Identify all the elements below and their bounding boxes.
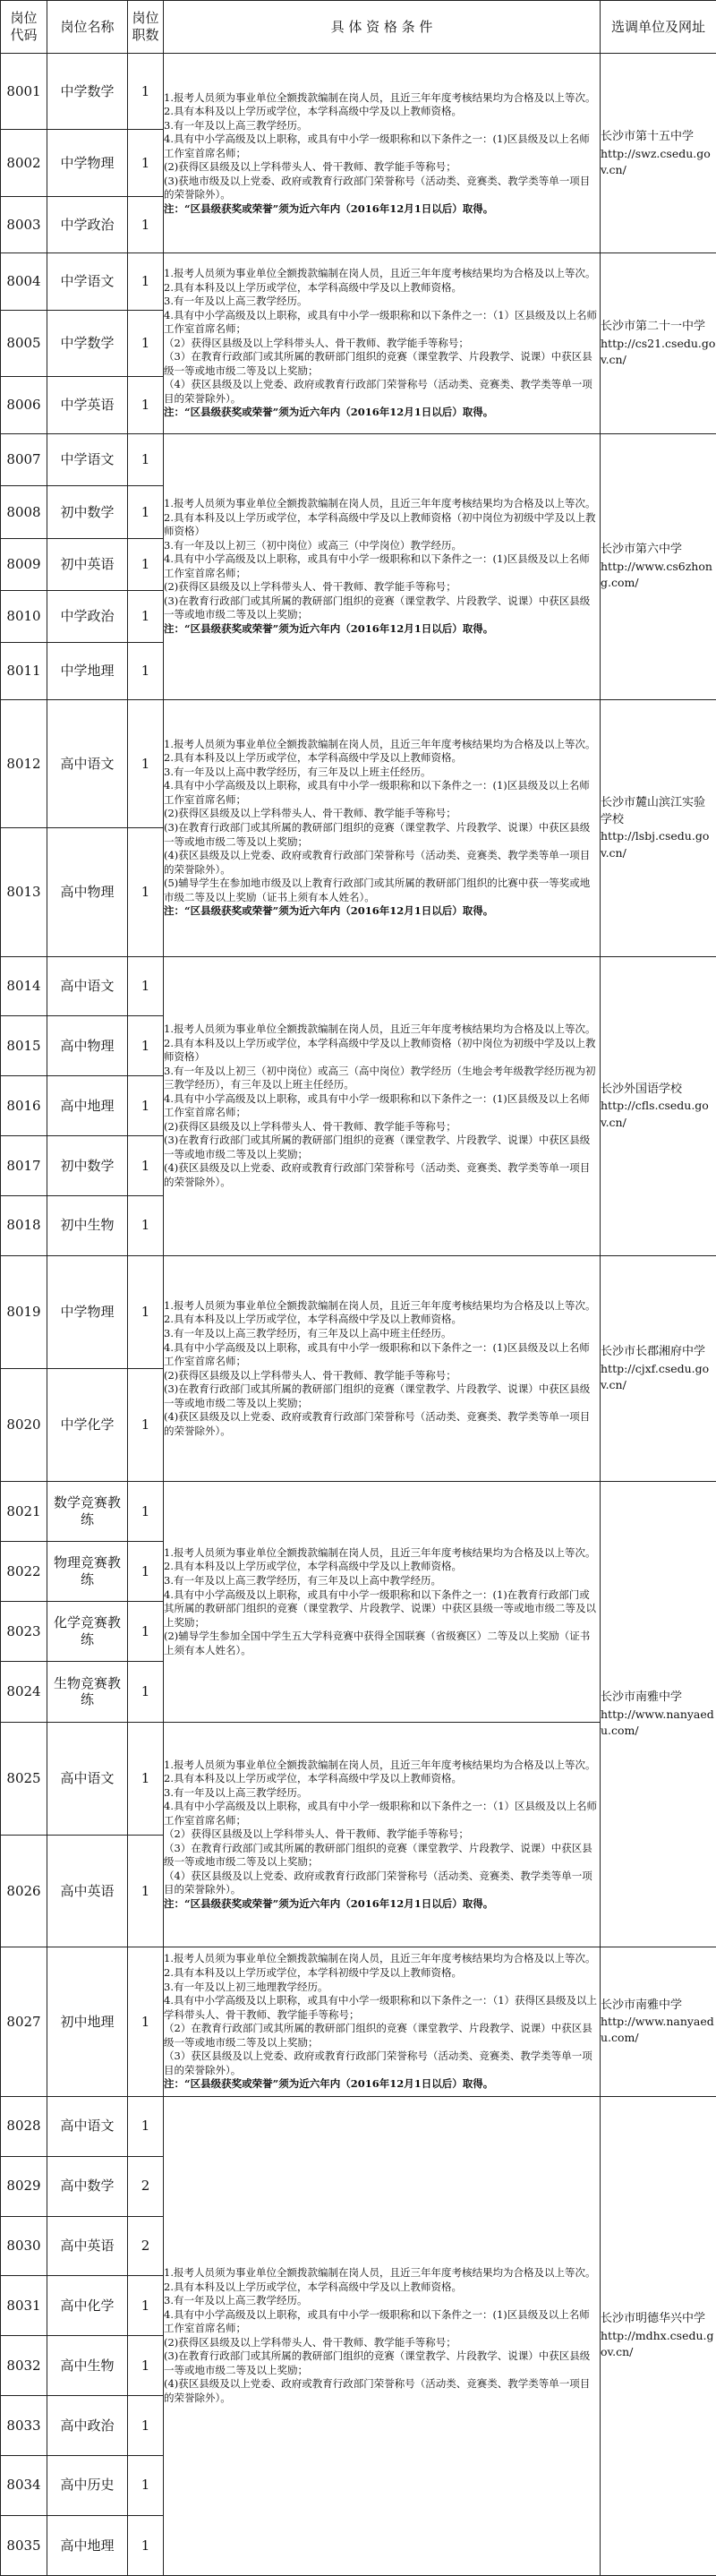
requirement-line: 4.具有中小学高级及以上职称，或具有中小学一级职称和以下条件之一：(1)区县级及以上名师工作室首席名师； xyxy=(164,133,590,159)
requirement-line: 1.报考人员须为事业单位全额拨款编制在岗人员，且近三年年度考核结果均为合格及以上等次。 xyxy=(164,2266,596,2280)
table-row xyxy=(1,253,716,311)
requirement-line: (3)在教育行政部门或其所属的教研部门组织的竞赛（课堂教学、片段教学、说课）中获区县级一等或地市级二等及以上奖励； xyxy=(164,594,591,621)
unit-name: 长沙市第六中学 xyxy=(601,543,683,557)
position-count: 1 xyxy=(128,1482,164,1542)
position-code: 8015 xyxy=(1,1016,47,1076)
unit-name: 长沙市明德华兴中学 xyxy=(601,2312,706,2326)
requirement-line: 2.具有本科及以上学历或学位，本学科高级中学及以上教师资格。 xyxy=(164,1560,462,1573)
requirement-line: 4.具有中小学高级及以上职称，或具有中小学一级职称和以下条件之一：（1）区县级及以上名师工作室首席名师； xyxy=(164,1800,598,1827)
position-count: 1 xyxy=(128,1016,164,1076)
position-name: 中学化学 xyxy=(47,1369,128,1482)
header-name: 岗位名称 xyxy=(47,1,128,54)
position-count: 1 xyxy=(128,1136,164,1196)
requirement-note: 注：“区县级获奖或荣誉”须为近六年内（2016年12月1日以后）取得。 xyxy=(164,2077,494,2091)
position-count: 1 xyxy=(128,1195,164,1255)
position-code: 8012 xyxy=(1,700,47,828)
unit-cell xyxy=(601,956,716,1255)
position-name: 中学语文 xyxy=(47,253,128,311)
position-code: 8019 xyxy=(1,1255,47,1368)
position-name: 中学物理 xyxy=(47,130,128,196)
position-code: 8004 xyxy=(1,253,47,311)
requirement-note: 注：“区县级获奖或荣誉”须为近六年内（2016年12月1日以后）取得。 xyxy=(164,622,494,635)
unit-url-link[interactable]: http://cfls.csedu.gov.cn/ xyxy=(601,1099,709,1129)
requirement-line: （2）获得区县级及以上学科带头人、骨干教师、教学能手等称号； xyxy=(164,1827,469,1841)
position-code: 8020 xyxy=(1,1369,47,1482)
position-name: 初中生物 xyxy=(47,1195,128,1255)
position-name: 高中语文 xyxy=(47,2096,128,2156)
position-code: 8024 xyxy=(1,1661,47,1722)
position-name: 高中历史 xyxy=(47,2455,128,2515)
position-count: 1 xyxy=(128,1369,164,1482)
requirement-note: 注：“区县级获奖或荣誉”须为近六年内（2016年12月1日以后）取得。 xyxy=(164,1896,494,1910)
requirement-line: 4.具有中小学高级及以上职称，或具有中小学一级职称和以下条件之一：(1)区县级及以上名师工作室首席名师； xyxy=(164,552,590,579)
table-row xyxy=(1,433,716,485)
position-name: 物理竞赛教练 xyxy=(47,1542,128,1602)
requirement-line: (2)获得区县级及以上学科带头人、骨干教师、教学能手等称号； xyxy=(164,807,456,820)
position-count: 1 xyxy=(128,1542,164,1602)
requirement-line: (2)获得区县级及以上学科带头人、骨干教师、教学能手等称号； xyxy=(164,160,456,174)
unit-name: 长沙市长郡湘府中学 xyxy=(601,1344,706,1358)
requirement-line: 1.报考人员须为事业单位全额拨款编制在岗人员，且近三年年度考核结果均为合格及以上等次。 xyxy=(164,737,596,750)
position-code: 8027 xyxy=(1,1947,47,2097)
position-code: 8018 xyxy=(1,1195,47,1255)
requirement-line: 1.报考人员须为事业单位全额拨款编制在岗人员，且近三年年度考核结果均为合格及以上等次。 xyxy=(164,90,596,104)
requirement-line: 4.具有中小学高级及以上职称，或具有中小学一级职称和以下条件之一：（1）获得区县级及以上学科带头人、骨干教师、教学能手等称号； xyxy=(164,1994,598,2021)
requirement-note: 注：“区县级获奖或荣誉”须为近六年内（2016年12月1日以后）取得。 xyxy=(164,406,494,419)
position-code: 8014 xyxy=(1,956,47,1016)
requirements-cell xyxy=(164,956,601,1255)
position-count: 1 xyxy=(128,2276,164,2336)
position-code: 8030 xyxy=(1,2216,47,2276)
requirements-cell xyxy=(164,2096,601,2575)
position-code: 8017 xyxy=(1,1136,47,1196)
header-conditions: 具 体 资 格 条 件 xyxy=(164,1,601,54)
requirements-cell xyxy=(164,1255,601,1482)
position-name: 初中数学 xyxy=(47,486,128,538)
position-count: 1 xyxy=(128,54,164,130)
header-unit: 选调单位及网址 xyxy=(601,1,716,54)
requirement-line: 1.报考人员须为事业单位全额拨款编制在岗人员，且近三年年度考核结果均为合格及以上等次。 xyxy=(164,1952,596,1965)
unit-name: 长沙市南雅中学 xyxy=(601,1690,683,1705)
requirement-line: 3.有一年及以上高三教学经历。 xyxy=(164,1785,308,1799)
position-count: 1 xyxy=(128,486,164,538)
position-name: 高中化学 xyxy=(47,2276,128,2336)
position-code: 8016 xyxy=(1,1076,47,1136)
position-count: 1 xyxy=(128,1076,164,1136)
requirement-line: (4)获区县级及以上党委、政府或教育行政部门荣誉称号（活动类、竞赛类、教学类等单一项目的荣誉除外）。 xyxy=(164,2377,591,2404)
position-count: 1 xyxy=(128,310,164,376)
position-name: 高中语文 xyxy=(47,1722,128,1835)
position-count: 1 xyxy=(128,2396,164,2456)
position-code: 8028 xyxy=(1,2096,47,2156)
requirement-line: 4.具有中小学高级及以上职称，或具有中小学一级职称和以下条件之一：（1）区县级及以上名师工作室首席名师； xyxy=(164,308,598,336)
requirement-line: 2.具有本科及以上学历或学位，本学科初级中学及以上教师资格。 xyxy=(164,1965,462,1979)
requirement-line: 3.有一年及以上初三地理教学经历。 xyxy=(164,1980,328,1993)
requirement-line: 4.具有中小学高级及以上职称，或具有中小学一级职称和以下条件之一：(1)区县级及以上名师工作室首席名师； xyxy=(164,1340,590,1368)
position-name: 高中英语 xyxy=(47,2216,128,2276)
position-code: 8003 xyxy=(1,196,47,253)
requirement-note: 注：“区县级获奖或荣誉”须为近六年内（2016年12月1日以后）取得。 xyxy=(164,201,494,215)
requirement-line: 3.有一年及以上高三教学经历。 xyxy=(164,295,308,308)
position-code: 8001 xyxy=(1,54,47,130)
requirements-cell xyxy=(164,1947,601,2097)
position-name: 生物竞赛教练 xyxy=(47,1661,128,1722)
position-name: 高中生物 xyxy=(47,2336,128,2396)
position-name: 数学竞赛教练 xyxy=(47,1482,128,1542)
position-code: 8033 xyxy=(1,2396,47,2456)
position-name: 高中地理 xyxy=(47,1076,128,1136)
position-name: 中学政治 xyxy=(47,196,128,253)
unit-url-link[interactable]: http://mdhx.csedu.gov.cn/ xyxy=(601,2329,714,2359)
unit-url-link[interactable]: http://lsbj.csedu.gov.cn/ xyxy=(601,829,710,860)
table-row xyxy=(1,1947,716,2097)
requirement-line: 1.报考人员须为事业单位全额拨款编制在岗人员，且近三年年度考核结果均为合格及以上等次。 xyxy=(164,497,596,510)
table-row xyxy=(1,54,716,130)
position-name: 化学竞赛教练 xyxy=(47,1602,128,1662)
requirement-line: 1.报考人员须为事业单位全额拨款编制在岗人员，且近三年年度考核结果均为合格及以上等次。 xyxy=(164,1023,596,1036)
table-row xyxy=(1,1255,716,1368)
unit-url-link[interactable]: http://cs21.csedu.gov.cn/ xyxy=(601,336,716,366)
requirement-line: 1.报考人员须为事业单位全额拨款编制在岗人员，且近三年年度考核结果均为合格及以上等次。 xyxy=(164,267,596,280)
unit-url-link[interactable]: http://www.cs6zhong.com/ xyxy=(601,560,712,590)
unit-cell xyxy=(601,700,716,957)
requirements-cell xyxy=(164,433,601,699)
unit-name: 长沙市第十五中学 xyxy=(601,129,695,143)
requirement-line: 2.具有本科及以上学历或学位，本学科高级中学及以上教师资格（初中岗位为初级中学及以上教师资格） xyxy=(164,510,596,538)
position-name: 中学数学 xyxy=(47,54,128,130)
position-code: 8006 xyxy=(1,377,47,434)
position-name: 高中物理 xyxy=(47,1016,128,1076)
requirement-line: (5)辅导学生在参加地市级及以上教育行政部门或其所属的教研部门组织的比赛中获一等奖或地市级二等及以上奖励（证书上须有本人姓名）。 xyxy=(164,877,591,903)
requirement-line: （3）获区县级及以上党委、政府或教育行政部门荣誉称号（活动类、竞赛类、教学类等单一项目的荣誉除外）。 xyxy=(164,2050,592,2076)
unit-url-link[interactable]: http://www.nanyaedu.com/ xyxy=(601,2015,714,2045)
requirement-line: (3)在教育行政部门或其所属的教研部门组织的竞赛（课堂教学、片段教学、说课）中获区县级一等或地市级二等及以上奖励； xyxy=(164,1134,591,1160)
position-count: 1 xyxy=(128,643,164,700)
position-name: 高中语文 xyxy=(47,700,128,828)
requirement-line: 4.具有中小学高级及以上职称，或具有中小学一级职称和以下条件之一：(1)区县级及以上名师工作室首席名师； xyxy=(164,2307,590,2335)
position-code: 8010 xyxy=(1,590,47,642)
position-name: 高中语文 xyxy=(47,956,128,1016)
position-count: 1 xyxy=(128,1836,164,1947)
requirement-line: 1.报考人员须为事业单位全额拨款编制在岗人员，且近三年年度考核结果均为合格及以上等次。 xyxy=(164,1545,596,1559)
requirements-cell xyxy=(164,1482,601,1722)
position-name: 中学数学 xyxy=(47,310,128,376)
position-code: 8009 xyxy=(1,538,47,590)
position-code: 8013 xyxy=(1,828,47,956)
requirement-line: 3.有一年及以上高三教学经历。 xyxy=(164,118,308,132)
requirement-line: (3)在教育行政部门或其所属的教研部门组织的竞赛（课堂教学、片段教学、说课）中获区县级一等或地市级二等及以上奖励； xyxy=(164,1382,591,1409)
position-code: 8021 xyxy=(1,1482,47,1542)
requirement-line: （2）获得区县级及以上学科带头人、骨干教师、教学能手等称号； xyxy=(164,336,469,349)
requirement-line: 1.报考人员须为事业单位全额拨款编制在岗人员，且近三年年度考核结果均为合格及以上等次。 xyxy=(164,1758,596,1771)
header-count: 岗位 职数 xyxy=(128,1,164,54)
requirement-line: 1.报考人员须为事业单位全额拨款编制在岗人员，且近三年年度考核结果均为合格及以上等次。 xyxy=(164,1298,596,1312)
position-code: 8005 xyxy=(1,310,47,376)
position-code: 8007 xyxy=(1,433,47,485)
position-count: 1 xyxy=(128,828,164,956)
position-name: 中学政治 xyxy=(47,590,128,642)
requirement-line: 2.具有本科及以上学历或学位，本学科高级中学及以上教师资格。 xyxy=(164,751,462,765)
position-code: 8035 xyxy=(1,2515,47,2575)
position-name: 高中数学 xyxy=(47,2156,128,2216)
unit-cell xyxy=(601,2096,716,2575)
position-code: 8025 xyxy=(1,1722,47,1835)
position-name: 中学物理 xyxy=(47,1255,128,1368)
requirement-line: （2）在教育行政部门或其所属的教研部门组织的竞赛（课堂教学、片段教学、说课）中获区县级一等或地市级二等及以上奖励； xyxy=(164,2022,592,2049)
header-row xyxy=(1,1,716,54)
position-code: 8011 xyxy=(1,643,47,700)
requirement-line: 2.具有本科及以上学历或学位，本学科高级中学及以上教师资格。 xyxy=(164,1772,462,1785)
unit-name: 长沙外国语学校 xyxy=(601,1082,683,1096)
position-count: 1 xyxy=(128,590,164,642)
requirement-line: 2.具有本科及以上学历或学位，本学科高级中学及以上教师资格。 xyxy=(164,105,462,118)
unit-url-link[interactable]: http://www.nanyaedu.com/ xyxy=(601,1707,714,1738)
requirement-line: 3.有一年及以上高三教学经历，有三年及以上高中教学经历。 xyxy=(164,1574,441,1587)
position-count: 1 xyxy=(128,1602,164,1662)
unit-name: 长沙市麓山滨江实验学校 xyxy=(601,795,706,826)
header-code: 岗位 代码 xyxy=(1,1,47,54)
requirement-line: 4.具有中小学高级及以上职称，或具有中小学一级职称和以下条件之一：(1)在教育行政部门或其所属的教研部门组织的竞赛（课堂教学、片段教学、说课）中获区县级一等或地市级二等及以上奖励； xyxy=(164,1588,596,1629)
position-code: 8032 xyxy=(1,2336,47,2396)
position-name: 中学地理 xyxy=(47,643,128,700)
position-count: 1 xyxy=(128,196,164,253)
unit-cell xyxy=(601,433,716,699)
position-code: 8022 xyxy=(1,1542,47,1602)
requirement-line: (4)获区县级及以上党委、政府或教育行政部门荣誉称号（活动类、竞赛类、教学类等单一项目的荣誉除外）。 xyxy=(164,849,591,876)
requirement-line: (3)获地市级及以上党委、政府或教育行政部门荣誉称号（活动类、竞赛类、教学类等单一项目的荣誉除外）。 xyxy=(164,174,591,201)
position-count: 1 xyxy=(128,2096,164,2156)
position-code: 8008 xyxy=(1,486,47,538)
position-count: 1 xyxy=(128,956,164,1016)
position-count: 2 xyxy=(128,2156,164,2216)
position-count: 1 xyxy=(128,538,164,590)
unit-cell xyxy=(601,1482,716,1947)
requirement-line: 2.具有本科及以上学历或学位，本学科高级中学及以上教师资格。 xyxy=(164,280,462,294)
position-count: 1 xyxy=(128,1255,164,1368)
position-count: 1 xyxy=(128,377,164,434)
requirement-note: 注：“区县级获奖或荣誉”须为近六年内（2016年12月1日以后）取得。 xyxy=(164,904,494,918)
requirement-line: 4.具有中小学高级及以上职称，或具有中小学一级职称和以下条件之一：(1)区县级及以上名师工作室首席名师； xyxy=(164,779,590,806)
requirements-cell xyxy=(164,253,601,434)
requirement-line: (3)在教育行政部门或其所属的教研部门组织的竞赛（课堂教学、片段教学、说课）中获区县级一等或地市级二等及以上奖励； xyxy=(164,821,591,848)
position-count: 1 xyxy=(128,700,164,828)
position-count: 1 xyxy=(128,1661,164,1722)
requirement-line: 2.具有本科及以上学历或学位，本学科高级中学及以上教师资格（初中岗位为初级中学及以上教师资格） xyxy=(164,1036,596,1064)
position-count: 1 xyxy=(128,130,164,196)
unit-cell xyxy=(601,54,716,253)
requirement-line: （4）获区县级及以上党委、政府或教育行政部门荣誉称号（活动类、竞赛类、教学类等单一项目的荣誉除外）。 xyxy=(164,1869,592,1896)
requirement-line: 2.具有本科及以上学历或学位，本学科高级中学及以上教师资格。 xyxy=(164,1313,462,1326)
requirement-line: (2)获得区县级及以上学科带头人、骨干教师、教学能手等称号； xyxy=(164,1368,456,1382)
position-code: 8023 xyxy=(1,1602,47,1662)
unit-cell xyxy=(601,1947,716,2097)
requirement-line: (4)获区县级及以上党委、政府或教育行政部门荣誉称号（活动类、竞赛类、教学类等单一项目的荣誉除外）。 xyxy=(164,1410,591,1437)
requirements-cell xyxy=(164,54,601,253)
requirement-line: (2)获得区县级及以上学科带头人、骨干教师、教学能手等称号； xyxy=(164,2335,456,2349)
unit-cell xyxy=(601,1255,716,1482)
position-name: 初中数学 xyxy=(47,1136,128,1196)
requirement-line: (3)在教育行政部门或其所属的教研部门组织的竞赛（课堂教学、片段教学、说课）中获区县级一等或地市级二等及以上奖励； xyxy=(164,2349,591,2376)
position-count: 1 xyxy=(128,2336,164,2396)
position-count: 1 xyxy=(128,2515,164,2575)
position-code: 8031 xyxy=(1,2276,47,2336)
unit-name: 长沙市南雅中学 xyxy=(601,1998,683,2012)
unit-name: 长沙市第二十一中学 xyxy=(601,320,706,334)
requirement-line: 3.有一年及以上高中教学经历，有三年及以上班主任经历。 xyxy=(164,765,431,778)
requirement-line: (2)获得区县级及以上学科带头人、骨干教师、教学能手等称号； xyxy=(164,1119,456,1133)
position-code: 8034 xyxy=(1,2455,47,2515)
requirement-line: 3.有一年及以上高三教学经历，有三年及以上高中班主任经历。 xyxy=(164,1326,452,1339)
position-name: 初中英语 xyxy=(47,538,128,590)
position-name: 高中地理 xyxy=(47,2515,128,2575)
requirement-line: （3）在教育行政部门或其所属的教研部门组织的竞赛（课堂教学、片段教学、说课）中获区县级一等或地市级二等及以上奖励； xyxy=(164,1841,592,1869)
requirement-line: 3.有一年及以上初三（初中岗位）或高三（中学岗位）教学经历。 xyxy=(164,538,462,552)
position-count: 1 xyxy=(128,2455,164,2515)
position-code: 8026 xyxy=(1,1836,47,1947)
requirements-cell xyxy=(164,1722,601,1947)
position-count: 1 xyxy=(128,1722,164,1835)
position-name: 中学语文 xyxy=(47,433,128,485)
position-count: 1 xyxy=(128,1947,164,2097)
position-count: 1 xyxy=(128,433,164,485)
requirement-line: (2)辅导学生参加全国中学生五大学科竞赛中获得全国联赛（省级赛区）二等及以上奖励（证书上须有本人姓名）。 xyxy=(164,1630,591,1656)
requirement-line: 3.有一年及以上高三教学经历。 xyxy=(164,2294,308,2307)
requirements-cell xyxy=(164,700,601,957)
requirement-line: 3.有一年及以上初三（初中岗位）或高三（高中岗位）教学经历（生地会考年级教学经历视为初三教学经历），有三年及以上班主任经历。 xyxy=(164,1064,596,1091)
requirement-line: 4.具有中小学高级及以上职称，或具有中小学一级职称和以下条件之一：(1)区县级及以上名师工作室首席名师； xyxy=(164,1091,590,1119)
table-row xyxy=(1,1482,716,1542)
unit-cell xyxy=(601,253,716,434)
table-row xyxy=(1,956,716,1016)
position-name: 中学英语 xyxy=(47,377,128,434)
requirement-line: （4）获区县级及以上党委、政府或教育行政部门荣誉称号（活动类、竞赛类、教学类等单一项目的荣誉除外）。 xyxy=(164,378,592,405)
position-name: 高中物理 xyxy=(47,828,128,956)
requirement-line: 2.具有本科及以上学历或学位，本学科高级中学及以上教师资格。 xyxy=(164,2280,462,2293)
position-name: 高中英语 xyxy=(47,1836,128,1947)
requirement-line: （3）在教育行政部门或其所属的教研部门组织的竞赛（课堂教学、片段教学、说课）中获区县级一等或地市级二等及以上奖励； xyxy=(164,350,592,377)
position-code: 8002 xyxy=(1,130,47,196)
table-row xyxy=(1,700,716,828)
requirement-line: (2)获得区县级及以上学科带头人、骨干教师、教学能手等称号； xyxy=(164,580,456,594)
position-code: 8029 xyxy=(1,2156,47,2216)
position-count: 2 xyxy=(128,2216,164,2276)
position-name: 初中地理 xyxy=(47,1947,128,2097)
requirement-line: (4)获区县级及以上党委、政府或教育行政部门荣誉称号（活动类、竞赛类、教学类等单一项目的荣誉除外）。 xyxy=(164,1161,591,1188)
table-row xyxy=(1,2096,716,2156)
unit-url-link[interactable]: http://swz.csedu.gov.cn/ xyxy=(601,146,711,176)
unit-url-link[interactable]: http://cjxf.csedu.gov.cn/ xyxy=(601,1361,710,1391)
position-name: 高中政治 xyxy=(47,2396,128,2456)
position-count: 1 xyxy=(128,253,164,311)
